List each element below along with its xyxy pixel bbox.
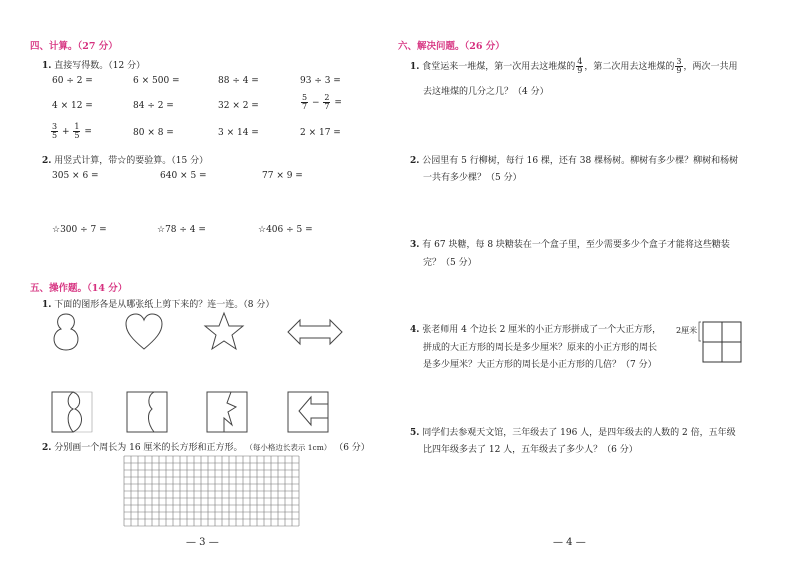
text-run: ，第二次用去这堆煤的 [584,62,675,72]
question-number: 1. [42,61,52,71]
oral-item: 80 × 8 = [133,128,174,138]
problem-1-line2: 去这堆煤的几分之几？（4 分） [423,87,549,97]
oral-item: 2 × 17 = [300,128,341,138]
problem-5-line2: 比四年级多去了 12 人，五年级去了多少人？（6 分） [423,445,638,455]
text-run: 张老师用 4 个边长 2 厘米的小正方形拼成了一个大正方形， [422,325,662,335]
question-score: （6 分） [334,443,370,453]
question-3-header [42,297,274,310]
problem-1-line1 [410,58,738,75]
question-number: 1. [42,300,52,310]
fraction: $\frac{2}{7}$ [324,93,330,111]
double-arrow-shape [287,318,343,346]
vertical-calc-item: 77 × 9 = [262,171,303,181]
problem-2-line1 [410,153,738,166]
paper-star-cutout [206,391,248,433]
question-text: 用竖式计算，带☆的要验算。（15 分） [54,156,209,166]
problem-2-line2: 一共有多少棵？（5 分） [423,173,522,183]
question-note: （每小格边长表示 1cm） [245,443,332,452]
question-number: 4. [410,325,420,335]
fraction: $\frac{5}{7}$ [302,93,308,111]
section-5-title: 五、操作题。（14 分） [30,283,128,294]
oral-fraction-item: $\frac{5}{7}$ − $\frac{2}{7}$ = [302,93,342,111]
drawing-grid[interactable] [123,455,301,527]
text-run: 有 67 块糖，每 8 块糖装在一个盒子里，至少需要多少个盒子才能将这些糖装 [422,240,730,250]
oral-item: 4 × 12 = [52,101,93,111]
question-4-header [42,440,370,453]
vertical-calc-item: ☆300 ÷ 7 = [52,225,107,235]
question-number: 2. [410,156,420,166]
oral-item: 60 ÷ 2 = [52,76,93,86]
question-number: 2. [42,443,52,453]
problem-4-line3: 是多少厘米？大正方形的周长是小正方形的几倍？（7 分） [423,360,657,370]
problem-3-line2: 完？（5 分） [423,258,477,268]
oral-item: 84 ÷ 2 = [133,101,174,111]
fraction: $\frac{4}{9}$ [577,57,583,75]
paper-arrow-cutout [287,391,329,433]
question-2-header [42,153,208,166]
paper-heart-cutout [126,391,168,433]
question-text: 直接写得数。（12 分） [54,61,146,71]
vertical-calc-item: 305 × 6 = [52,171,99,181]
page-number-left: — 3 — [186,537,219,548]
question-number: 5. [410,428,420,438]
vertical-calc-item: ☆406 ÷ 5 = [258,225,313,235]
text-run: ，两次一共用 [683,62,738,72]
text-run: 公园里有 5 行柳树，每行 16 棵，还有 38 棵杨树。柳树有多少棵？柳树和杨树 [422,156,739,166]
question-number: 1. [410,62,420,72]
text-run: 同学们去参观天文馆，三年级去了 196 人，是四年级去的人数的 2 倍，五年级 [422,428,736,438]
gourd-shape [46,312,86,352]
problem-4-line1 [410,322,661,335]
page-number-right: — 4 — [553,537,586,548]
fraction: $\frac{1}{5}$ [74,122,80,140]
problem-5-line1 [410,425,736,438]
problem-4-line2: 拼成的大正方形的周长是多少厘米？原来的小正方形的周长 [423,343,658,353]
question-number: 2. [42,156,52,166]
question-text: 分别画一个周长为 16 厘米的长方形和正方形。 [54,443,243,453]
fraction: $\frac{3}{9}$ [676,57,682,75]
oral-item: 6 × 500 = [133,76,180,86]
star-shape [204,312,244,350]
oral-item: 88 ÷ 4 = [218,76,259,86]
problem-3-line1 [410,237,730,250]
section-4-title: 四、计算。（27 分） [30,41,118,52]
oral-item: 3 × 14 = [218,128,259,138]
question-number: 3. [410,240,420,250]
side-length-label: 2厘米 [676,326,698,335]
question-text: 下面的图形各是从哪张纸上剪下来的？连一连。（8 分） [54,300,275,310]
heart-shape [124,313,164,351]
fraction: $\frac{3}{5}$ [52,122,58,140]
oral-fraction-item: $\frac{3}{5}$ + $\frac{1}{5}$ = [52,122,92,140]
vertical-calc-item: 640 × 5 = [160,171,207,181]
oral-item: 32 × 2 = [218,101,259,111]
square-diagram [698,321,742,363]
section-6-title: 六、解决问题。（26 分） [398,41,505,52]
oral-item: 93 ÷ 3 = [300,76,341,86]
question-1-header [42,58,145,71]
text-run: 食堂运来一堆煤，第一次用去这堆煤的 [422,62,576,72]
vertical-calc-item: ☆78 ÷ 4 = [157,225,206,235]
paper-gourd-cutout [51,391,93,433]
